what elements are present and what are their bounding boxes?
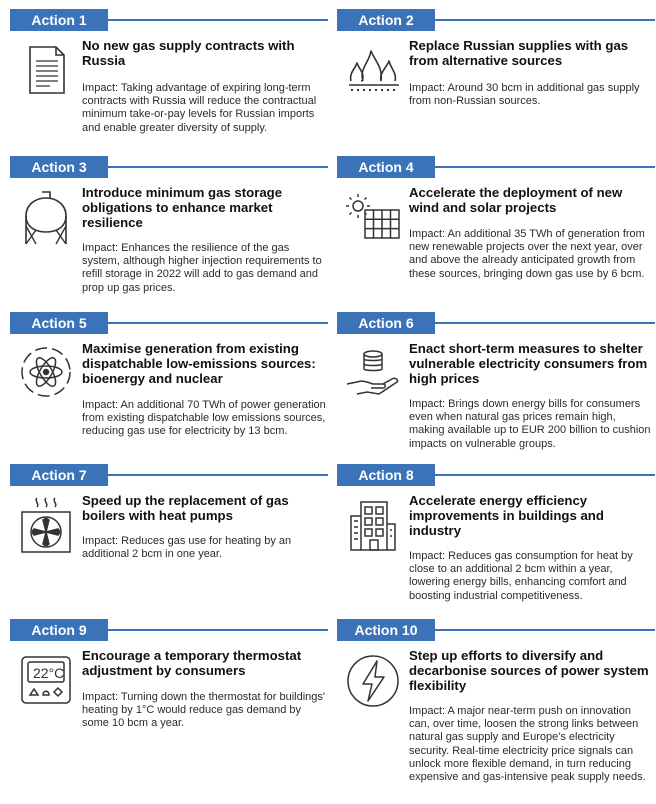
thermostat-reading: 22°C	[33, 665, 65, 681]
action-title: Introduce minimum gas storage obligations to enhance market resilience	[82, 185, 283, 230]
action-title: Accelerate the deployment of new wind and solar projects	[409, 185, 623, 215]
action-title: Enact short-term measures to shelter vulnerable electricity consumers from high prices	[409, 341, 648, 386]
divider	[108, 629, 328, 631]
divider	[435, 166, 655, 168]
divider	[435, 322, 655, 324]
action-impact: Impact: A major near-term push on innovation can, over time, loosen the strong links between natural gas supply and Europe's electricity security. Real-time electricity price signals can unlock more flexible demand, in turn reducing expensive and gas-intensive peak supply needs.	[409, 705, 646, 784]
divider	[108, 19, 328, 21]
action-badge: Action 7	[10, 464, 108, 486]
action-badge: Action 6	[337, 312, 435, 334]
divider	[435, 629, 655, 631]
action-impact: Impact: An additional 35 TWh of generation from new renewable projects over the next year, over and above the already anticipated growth from these sources, bringing down gas use by 6 bcm.	[409, 228, 645, 280]
action-badge: Action 2	[337, 9, 435, 31]
action-badge: Action 8	[337, 464, 435, 486]
thermostat-icon	[16, 649, 76, 709]
atom-icon	[16, 342, 76, 402]
action-badge: Action 3	[10, 156, 108, 178]
action-impact: Impact: Reduces gas use for heating by an additional 2 bcm in one year.	[82, 535, 292, 561]
action-badge: Action 10	[337, 619, 435, 641]
action-badge: Action 1	[10, 9, 108, 31]
heat-pump-icon	[16, 494, 76, 554]
action-impact: Impact: An additional 70 TWh of power generation from existing dispatchable low emissions sources, reducing gas use for electricity by 13 bcm.	[82, 399, 326, 438]
action-badge: Action 4	[337, 156, 435, 178]
coins-hand-icon	[343, 342, 403, 402]
divider	[435, 474, 655, 476]
action-badge: Action 5	[10, 312, 108, 334]
document-icon	[16, 39, 76, 99]
building-icon	[343, 494, 403, 554]
action-title: Speed up the replacement of gas boilers with heat pumps	[82, 493, 289, 523]
action-impact: Impact: Around 30 bcm in additional gas supply from non-Russian sources.	[409, 82, 640, 108]
action-impact: Impact: Enhances the resilience of the gas system, although higher injection requirements to refill storage in 2022 will add to gas demand and prop up gas prices.	[82, 242, 322, 294]
action-title: No new gas supply contracts with Russia	[82, 38, 295, 68]
divider	[108, 474, 328, 476]
solar-panel-icon	[343, 186, 403, 246]
action-impact: Impact: Turning down the thermostat for buildings' heating by 1°C would reduce gas demand by some 10 bcm a year.	[82, 691, 326, 730]
action-impact: Impact: Reduces gas consumption for heat by close to an additional 2 bcm within a year, lowering energy bills, enhancing comfort and boosting industrial competitiveness.	[409, 550, 633, 602]
action-title: Replace Russian supplies with gas from alternative sources	[409, 38, 629, 68]
action-title: Accelerate energy efficiency improvements in buildings and industry	[409, 493, 604, 538]
action-title: Step up efforts to diversify and decarbonise sources of power system flexibility	[409, 648, 649, 693]
action-badge: Action 9	[10, 619, 108, 641]
gas-flame-icon	[343, 39, 403, 99]
divider	[108, 322, 328, 324]
action-title: Encourage a temporary thermostat adjustment by consumers	[82, 648, 302, 678]
lightning-icon	[343, 649, 403, 709]
action-title: Maximise generation from existing dispatchable low-emissions sources: bioenergy and nuclear	[82, 341, 316, 386]
divider	[108, 166, 328, 168]
action-impact: Impact: Brings down energy bills for consumers even when natural gas prices remain high, making available up to EUR 200 billion to cushion impacts on vulnerable groups.	[409, 398, 651, 450]
storage-tank-icon	[16, 186, 76, 246]
divider	[435, 19, 655, 21]
action-impact: Impact: Taking advantage of expiring long-term contracts with Russia will reduce the contractual minimum take-or-pay levels for Russian imports and enable greater diversity of supply.	[82, 82, 317, 134]
